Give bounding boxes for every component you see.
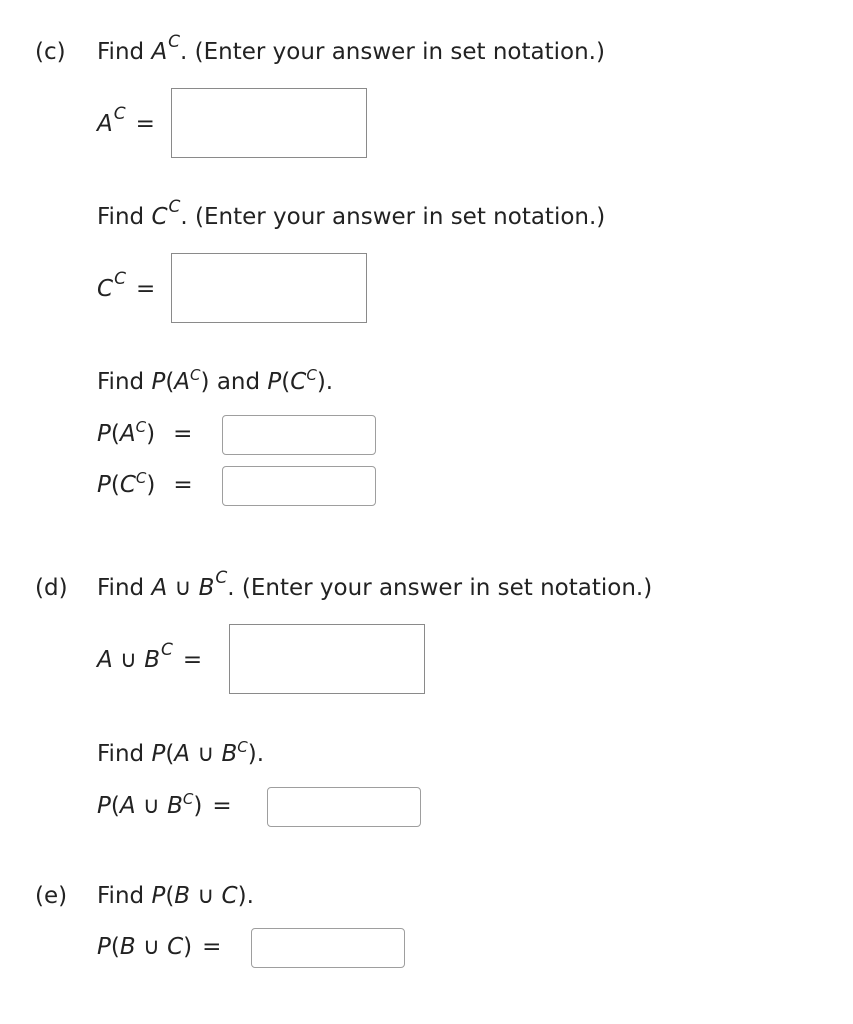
p-ac-label: $P(A^C)$ =	[97, 418, 193, 447]
p-a-union-bc-answer-input[interactable]	[267, 787, 421, 827]
question-probabilities-prompt: Find $P(A^C)$ and $P(C^C)$.	[97, 366, 334, 395]
p-ac-answer-input[interactable]	[222, 415, 376, 455]
a-union-bc-label: A ∪ $B^C$ =	[97, 640, 203, 673]
question-e-prompt: (e) Find P(B ∪ C).	[35, 883, 254, 909]
part-label-c: (c)	[35, 39, 66, 65]
question-c-prompt: (c) Find $A^C$. (Enter your answer in set notation.)	[35, 32, 605, 65]
p-cc-answer-input[interactable]	[222, 466, 376, 506]
ac-answer-input[interactable]	[171, 88, 367, 158]
part-label-e: (e)	[35, 883, 68, 909]
question-p-a-union-bc-prompt: Find P(A ∪ $B^C$).	[97, 738, 265, 767]
part-label-d: (d)	[35, 575, 68, 601]
question-d-prompt: (d) Find A ∪ $B^C$. (Enter your answer in set notation.)	[35, 568, 653, 601]
cc-answer-input[interactable]	[171, 253, 367, 323]
question-cc-prompt: Find $C^C$. (Enter your answer in set notation.)	[97, 197, 606, 230]
a-union-bc-answer-input[interactable]	[229, 624, 425, 694]
p-cc-label: $P(C^C)$ =	[97, 469, 193, 498]
p-b-union-c-answer-input[interactable]	[251, 928, 405, 968]
cc-answer-label: $C^C$ =	[97, 269, 156, 302]
p-a-union-bc-label: P(A ∪ $B^C$) =	[97, 790, 232, 819]
ac-answer-label: $A^C$ =	[97, 104, 155, 137]
p-b-union-c-label: P(B ∪ C) =	[97, 934, 222, 960]
